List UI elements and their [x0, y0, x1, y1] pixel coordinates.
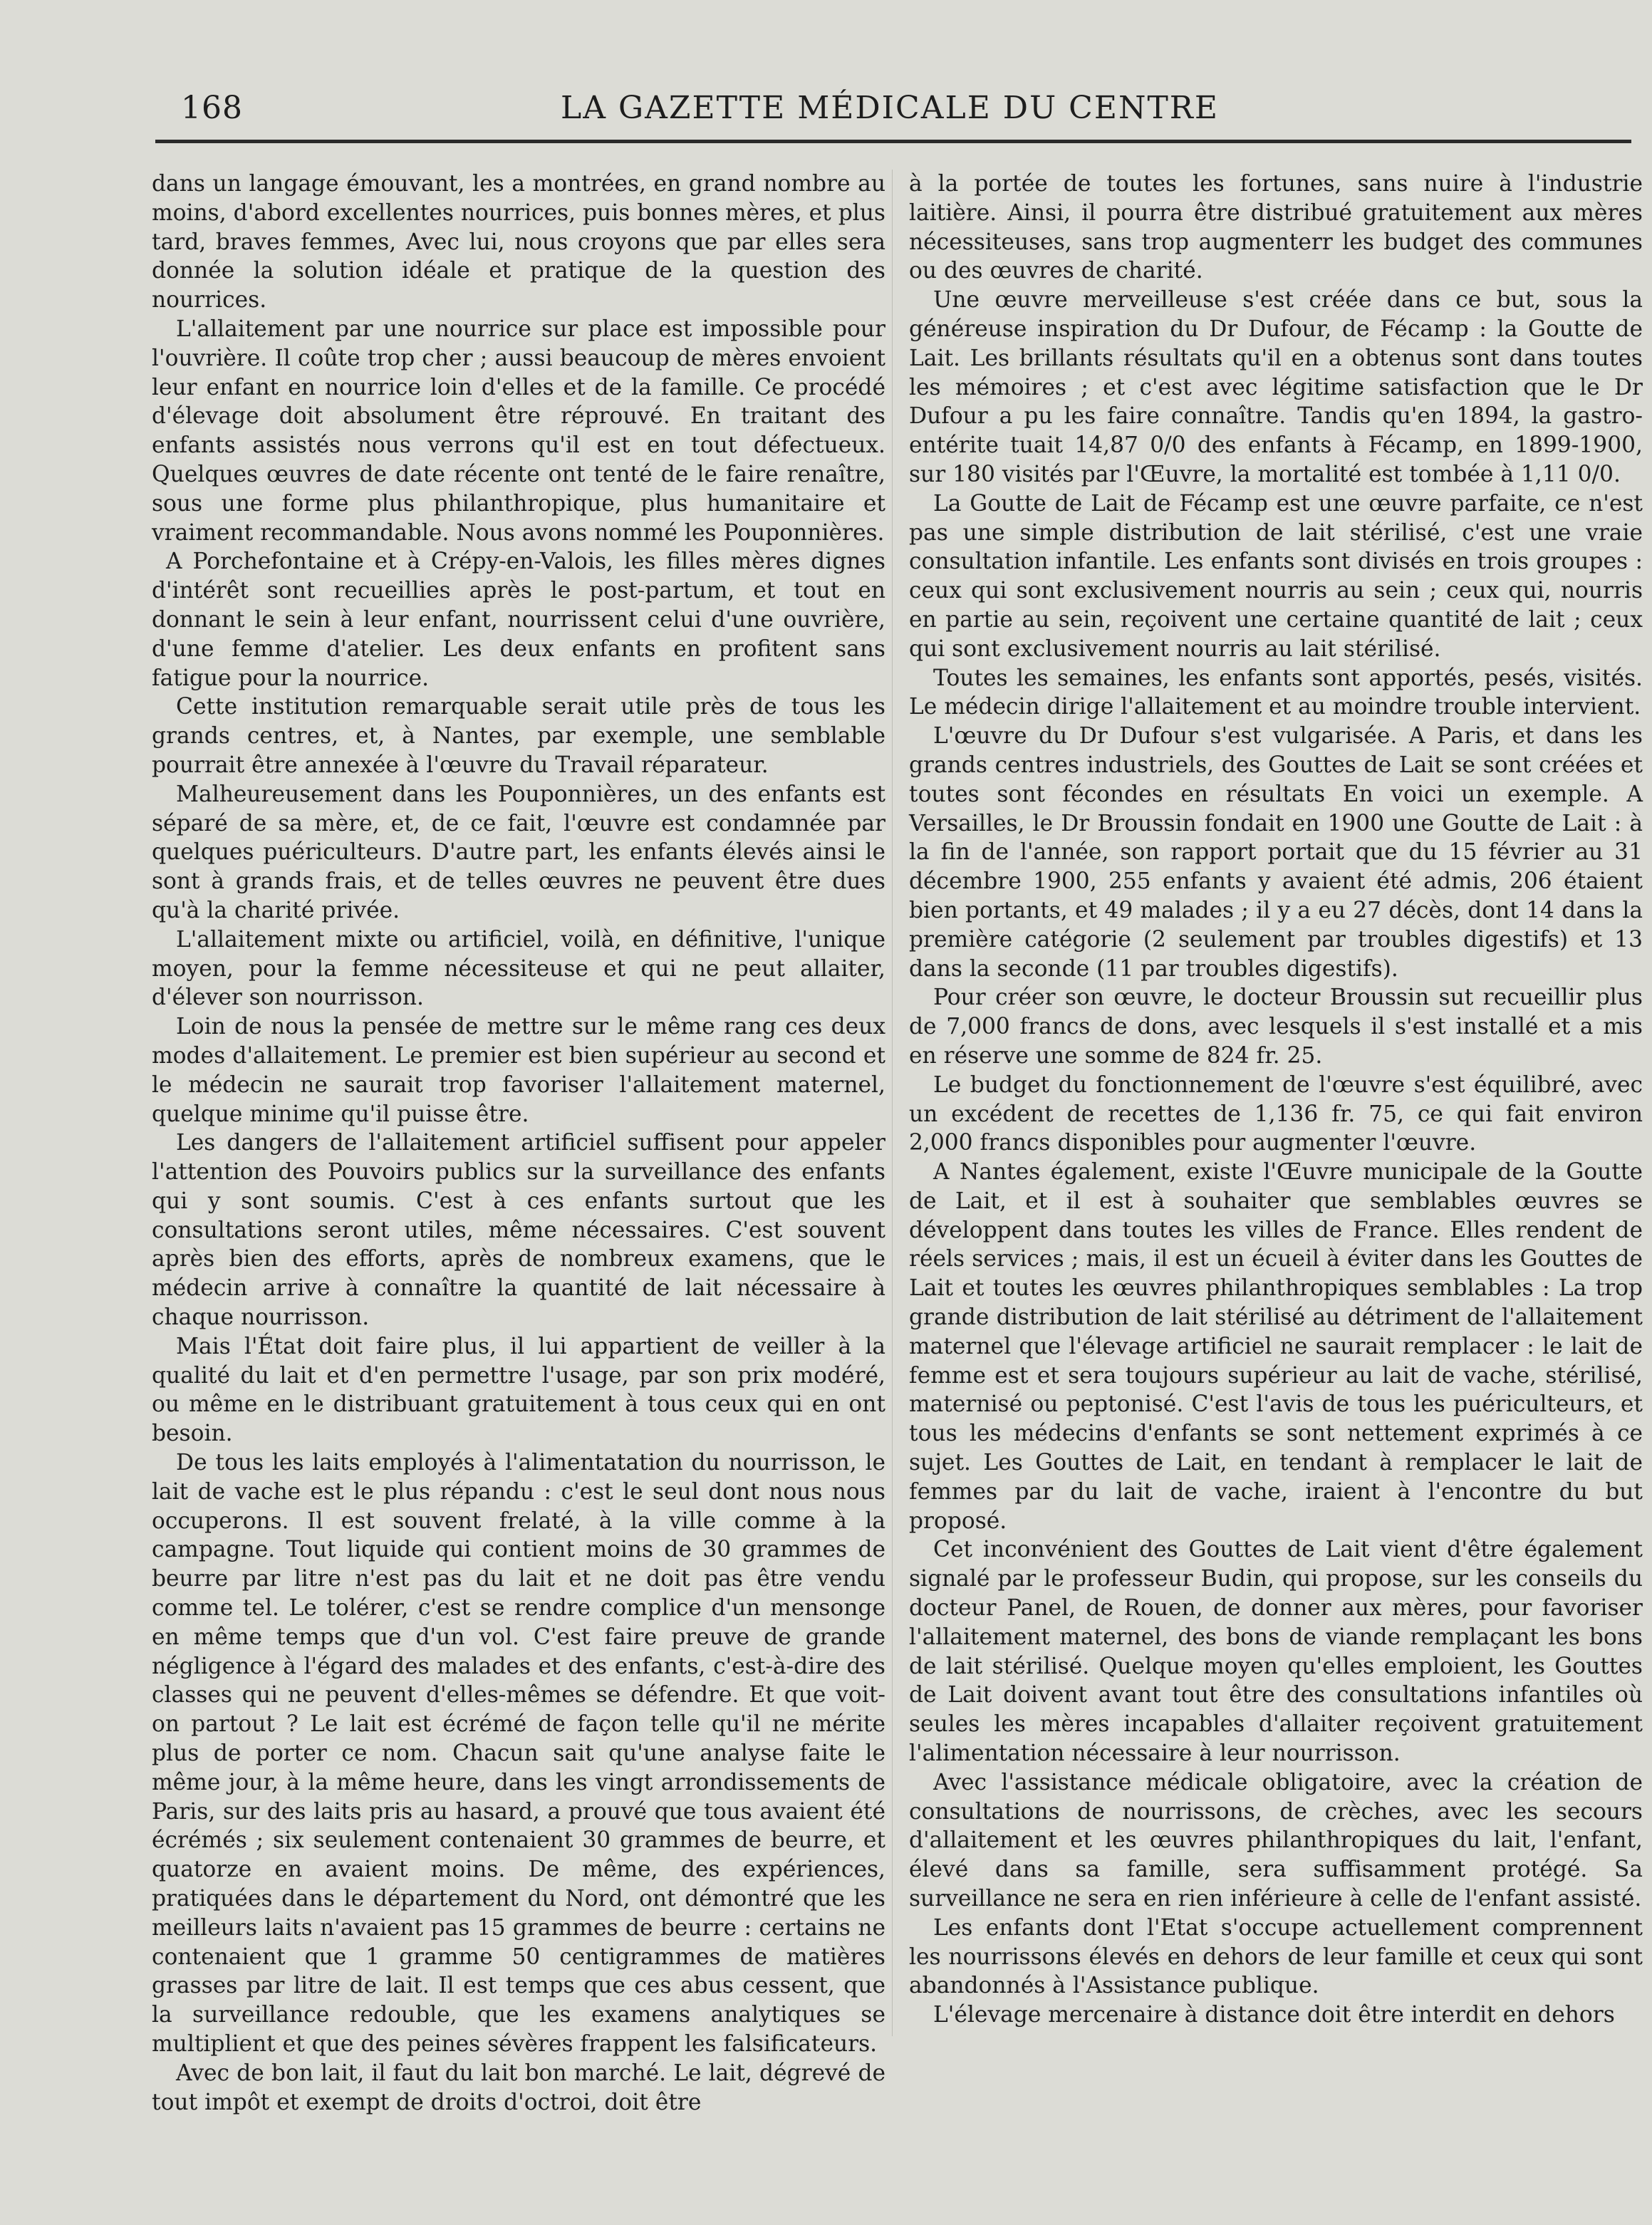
left-column [152, 170, 885, 2117]
header-rule [155, 140, 1631, 143]
paragraph: Mais l'État doit faire plus, il lui appartient de veiller à la qualité du lait et d'en permettre l'usage, par son prix modéré, ou même en le distribuant gratuitement à tous ceux qui en ont besoin. [152, 1333, 885, 1447]
paragraph: Une œuvre merveilleuse s'est créée dans ce but, sous la généreuse inspiration du Dr Dufour, de Fécamp : la Goutte de Lait. Les brillants résultats qu'il en a obtenus sont dans toutes les mémoires ; et c'est avec légitime satisfaction que le Dr Dufour a pu les faire connaître. Tandis qu'en 1894, la gastro-entérite tuait 14,87 0/0 des enfants à Fécamp, en 1899-1900, sur 180 visités par l'Œuvre, la mortalité est tombée à 1,11 0/0. [909, 287, 1643, 487]
paragraph: Cet inconvénient des Gouttes de Lait vient d'être également signalé par le professeur Budin, qui propose, sur les conseils du docteur Panel, de Rouen, de donner aux mères, pour favoriser l'allaitement maternel, des bons de viande remplaçant les bons de lait stérilisé. Quelque moyen qu'elles emploient, les Gouttes de Lait doivent avant tout être des consultations infantiles où seules les mères incapables d'allaiter reçoivent gratuitement l'alimentation nécessaire à leur nourrisson. [909, 1537, 1643, 1767]
right-column [909, 170, 1643, 2030]
paragraph: Avec l'assistance médicale obligatoire, avec la création de consultations de nourrissons, de crèches, avec les secours d'allaitement et les œuvres philanthropiques du lait, l'enfant, élevé dans sa famille, sera suffisamment protégé. Sa surveillance ne sera en rien inférieure à celle de l'enfant assisté. [909, 1769, 1643, 1912]
paragraph: Avec de bon lait, il faut du lait bon marché. Le lait, dégrevé de tout impôt et exempt de droits d'octroi, doit être [152, 2060, 885, 2115]
paragraph: Les enfants dont l'Etat s'occupe actuellement comprennent les nourrissons élevés en dehors de leur famille et ceux qui sont abandonnés à l'Assistance publique. [909, 1914, 1643, 1999]
column-divider [892, 170, 893, 2036]
paragraph: Cette institution remarquable serait utile près de tous les grands centres, et, à Nantes, par exemple, une semblable pourrait être annexée à l'œuvre du Travail réparateur. [152, 694, 885, 778]
paragraph: Les dangers de l'allaitement artificiel suffisent pour appeler l'attention des Pouvoirs publics sur la surveillance des enfants qui y sont soumis. C'est à ces enfants surtout que les consultations seront utiles, même nécessaires. C'est souvent après bien des efforts, après de nombreux examens, que le médecin arrive à connaître la quantité de lait nécessaire à chaque nourrisson. [152, 1130, 885, 1331]
paragraph: De tous les laits employés à l'alimentatation du nourrisson, le lait de vache est le plus répandu : c'est le seul dont nous nous occuperons. Il est souvent frelaté, à la ville comme à la campagne. Tout liquide qui contient moins de 30 grammes de beurre par litre n'est pas du lait et ne doit pas être vendu comme tel. Le tolérer, c'est se rendre complice d'un mensonge en même temps que d'un vol. C'est faire preuve de grande négligence à l'égard des malades et des enfants, c'est-à-dire des classes qui ne peuvent d'elles-mêmes se défendre. Et que voit-on partout ? Le lait est écrémé de façon telle qu'il ne mérite plus de porter ce nom. Chacun sait qu'une analyse faite le même jour, à la même heure, dans les vingt arrondissements de Paris, sur des laits pris au hasard, a prouvé que tous avaient été écrémés ; six seulement contenaient 30 grammes de beurre, et quatorze en avaient moins. De même, des expériences, pratiquées dans le département du Nord, ont démontré que les meilleurs laits n'avaient pas 15 grammes de beurre : certains ne contenaient que 1 gramme 50 centigrammes de matières grasses par litre de lait. Il est temps que ces abus cessent, que la surveillance redouble, que les examens analytiques se multiplient et que des peines sévères frappent les falsificateurs. [152, 1450, 885, 2057]
paragraph: L'allaitement mixte ou artificiel, voilà, en définitive, l'unique moyen, pour la femme nécessiteuse et qui ne peut allaiter, d'élever son nourrisson. [152, 926, 885, 1011]
paragraph: dans un langage émouvant, les a montrées, en grand nombre au moins, d'abord excellentes nourrices, puis bonnes mères, et plus tard, braves femmes, Avec lui, nous croyons que par elles sera donnée la solution idéale et pratique de la question des nourrices. [152, 171, 885, 313]
paragraph: L'œuvre du Dr Dufour s'est vulgarisée. A Paris, et dans les grands centres industriels, des Gouttes de Lait se sont créées et toutes sont fécondes en résultats En voici un exemple. A Versailles, le Dr Broussin fondait en 1900 une Goutte de Lait : à la fin de l'année, son rapport portait que du 15 février au 31 décembre 1900, 255 enfants y avaient été admis, 206 étaient bien portants, et 49 malades ; il y a eu 27 décès, dont 14 dans la première catégorie (2 seulement par troubles digestifs) et 13 dans la seconde (11 par troubles digestifs). [909, 723, 1643, 982]
paragraph: Loin de nous la pensée de mettre sur le même rang ces deux modes d'allaitement. Le premier est bien supérieur au second et le médecin ne saurait trop favoriser l'allaitement maternel, quelque minime qu'il puisse être. [152, 1014, 885, 1127]
page-number: 168 [181, 90, 243, 126]
paragraph: à la portée de toutes les fortunes, sans nuire à l'industrie laitière. Ainsi, il pourra être distribué gratuitement aux mères nécessiteuses, sans trop augmenterr les budget des communes ou des œuvres de charité. [909, 171, 1643, 284]
paragraph: Le budget du fonctionnement de l'œuvre s'est équilibré, avec un excédent de recettes de 1,136 fr. 75, ce qui fait environ 2,000 francs disponibles pour augmenter l'œuvre. [909, 1072, 1643, 1156]
page-header [165, 84, 1619, 134]
paragraph: Malheureusement dans les Pouponnières, un des enfants est séparé de sa mère, et, de ce fait, l'œuvre est condamnée par quelques puériculteurs. D'autre part, les enfants élevés ainsi le sont à grands frais, et de telles œuvres ne peuvent être dues qu'à la charité privée. [152, 781, 885, 923]
paragraph: A Nantes également, existe l'Œuvre municipale de la Goutte de Lait, et il est à souhaiter que semblables œuvres se développent dans toutes les villes de France. Elles rendent de réels services ; mais, il est un écueil à éviter dans les Gouttes de Lait et toutes les œuvres philanthropiques semblables : La trop grande distribution de lait stérilisé au détriment de l'allaitement maternel que l'élevage artificiel ne saurait remplacer : le lait de femme est et sera toujours supérieur au lait de vache, stérilisé, maternisé ou peptonisé. C'est l'avis de tous les puériculteurs, et tous les médecins d'enfants se sont nettement exprimés à ce sujet. Les Gouttes de Lait, en tendant à remplacer le lait de femmes par du lait de vache, iraient à l'encontre du but proposé. [909, 1159, 1643, 1534]
paragraph: Pour créer son œuvre, le docteur Broussin sut recueillir plus de 7,000 francs de dons, avec lesquels il s'est installé et a mis en réserve une somme de 824 fr. 25. [909, 985, 1643, 1069]
journal-title: LA GAZETTE MÉDICALE DU CENTRE [561, 90, 1220, 126]
paragraph: A Porchefontaine et à Crépy-en-Valois, les filles mères dignes d'intérêt sont recueillies après le post-partum, et tout en donnant le sein à leur enfant, nourrissent celui d'une ouvrière, d'une femme d'atelier. Les deux enfants en profitent sans fatigue pour la nourrice. [152, 549, 885, 691]
paragraph: La Goutte de Lait de Fécamp est une œuvre parfaite, ce n'est pas une simple distribution de lait stérilisé, c'est une vraie consultation infantile. Les enfants sont divisés en trois groupes : ceux qui sont exclusivement nourris au sein ; ceux qui, nourris en partie au sein, reçoivent une certaine quantité de lait ; ceux qui sont exclusivement nourris au lait stérilisé. [909, 490, 1643, 662]
paragraph: L'allaitement par une nourrice sur place est impossible pour l'ouvrière. Il coûte trop cher ; aussi beaucoup de mères envoient leur enfant en nourrice loin d'elles et de la famille. Ce procédé d'élevage doit absolument être réprouvé. En traitant des enfants assistés nous verrons qu'il est en tout défectueux. Quelques œuvres de date récente ont tenté de le faire renaître, sous une forme plus philanthropique, plus humanitaire et vraiment recommandable. Nous avons nommé les Pouponnières. [152, 316, 885, 546]
paragraph: Toutes les semaines, les enfants sont apportés, pesés, visités. Le médecin dirige l'allaitement et au moindre trouble intervient. [909, 665, 1643, 720]
paragraph: L'élevage mercenaire à distance doit être interdit en dehors [933, 2002, 1615, 2028]
